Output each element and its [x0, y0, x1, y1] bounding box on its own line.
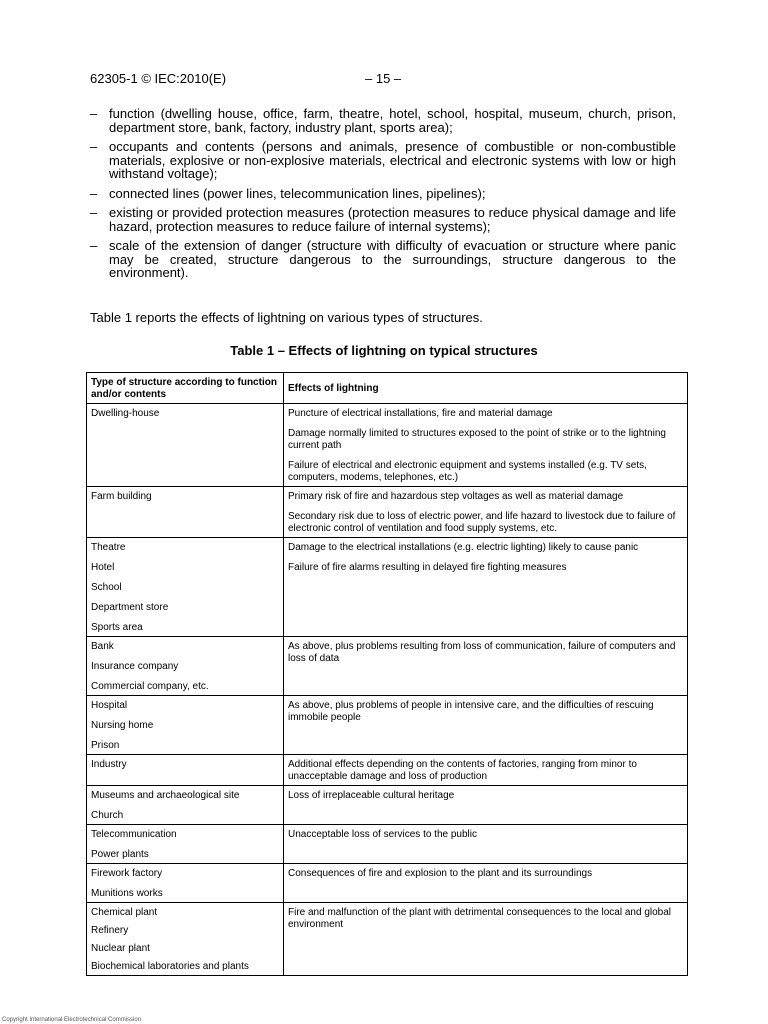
structure-types-cell [87, 786, 284, 825]
table-header-row [87, 373, 688, 404]
bullet-list [90, 107, 676, 286]
effect-text: Failure of electrical and electronic equipment and systems installed (e.g. TV sets, computers, modems, telephones, etc.) [288, 460, 647, 483]
header-structure-type: Type of structure according to function and/or contents [87, 373, 284, 404]
table-row [87, 538, 688, 637]
header-effects: Effects of lightning [284, 373, 688, 404]
effects-cell [284, 786, 688, 825]
effects-cell [284, 637, 688, 696]
structure-type: Nuclear plant [91, 943, 150, 954]
effect-text: Damage to the electrical installations (e.g. electric lighting) likely to cause panic [288, 542, 639, 553]
bullet-item [90, 107, 676, 134]
structure-type: Theatre [91, 542, 126, 553]
effects-cell [284, 404, 688, 487]
page-number: – 15 – [365, 71, 402, 86]
table-row [87, 903, 688, 976]
structure-type: Chemical plant [91, 907, 158, 918]
effects-cell [284, 538, 688, 637]
structure-types-cell [87, 864, 284, 903]
table-row [87, 786, 688, 825]
structure-type: Refinery [91, 925, 129, 936]
structure-type: Munitions works [91, 888, 163, 899]
structure-type: Department store [91, 602, 169, 613]
bullet-dash: – [90, 238, 98, 253]
effects-table [86, 372, 688, 976]
structure-type: Museums and archaeological site [91, 790, 240, 801]
structure-type: Hotel [91, 562, 115, 573]
structure-types-cell [87, 696, 284, 755]
structure-type: Insurance company [91, 661, 179, 672]
structure-type: Power plants [91, 849, 149, 860]
table-row [87, 487, 688, 538]
table-caption: Table 1 – Effects of lightning on typical structures [230, 343, 538, 358]
table-row [87, 755, 688, 786]
effects-cell [284, 487, 688, 538]
structure-types-cell [87, 404, 284, 487]
effect-text: Fire and malfunction of the plant with detrimental consequences to the local and global environment [288, 907, 672, 930]
bullet-dash: – [90, 106, 98, 121]
table-row [87, 637, 688, 696]
bullet-dash: – [90, 185, 98, 201]
structure-type: Bank [91, 641, 114, 652]
effects-cell [284, 903, 688, 976]
effect-text: Unacceptable loss of services to the public [288, 829, 477, 840]
effect-text: Consequences of fire and explosion to the plant and its surroundings [288, 868, 593, 879]
structure-type: Industry [91, 759, 127, 770]
structure-types-cell [87, 903, 284, 976]
effect-text: Damage normally limited to structures exposed to the point of strike or to the lightning current path [288, 428, 666, 451]
structure-types-cell [87, 487, 284, 538]
table-row [87, 825, 688, 864]
effect-text: Primary risk of fire and hazardous step voltages as well as material damage [288, 491, 624, 502]
structure-type: Hospital [91, 700, 128, 711]
table-row [87, 696, 688, 755]
table-row [87, 404, 688, 487]
bullet-item [90, 206, 676, 233]
copyright-footer: Copyright International Electrotechnical Commission [2, 1017, 142, 1023]
effect-text: Additional effects depending on the contents of factories, ranging from minor to unacceptable damage and loss of production [288, 759, 637, 782]
structure-type: Firework factory [91, 868, 163, 879]
structure-type: Telecommunication [91, 829, 177, 840]
effect-text: As above, plus problems resulting from loss of communication, failure of computers and loss of data [288, 641, 676, 664]
structure-type: Church [91, 810, 124, 821]
effect-text: Puncture of electrical installations, fire and material damage [288, 408, 553, 419]
effect-text: As above, plus problems of people in intensive care, and the difficulties of rescuing immobile people [288, 700, 654, 723]
structure-type: Biochemical laboratories and plants [91, 961, 249, 972]
structure-types-cell [87, 755, 284, 786]
structure-types-cell [87, 637, 284, 696]
bullet-item [90, 187, 676, 201]
bullet-text: function (dwelling house, office, farm, theatre, hotel, school, hospital, museum, church, prison, department store, bank, factory, industry plant, sports area); [109, 106, 676, 135]
structure-types-cell [87, 825, 284, 864]
bullet-dash: – [90, 139, 98, 154]
bullet-text: scale of the extension of danger (structure with difficulty of evacuation or structure where panic may be created, structure dangerous to the surroundings, structure dangerous to the environment). [109, 238, 676, 280]
bullet-text: existing or provided protection measures (protection measures to reduce physical damage and life hazard, protection measures to reduce failure of internal systems); [109, 205, 676, 234]
bullet-item [90, 140, 676, 181]
effect-text: Loss of irreplaceable cultural heritage [288, 790, 455, 801]
bullet-item [90, 239, 676, 280]
bullet-text: connected lines (power lines, telecommunication lines, pipelines); [109, 185, 486, 201]
structure-type: School [91, 582, 122, 593]
structure-type: Nursing home [91, 720, 154, 731]
structure-type: Commercial company, etc. [91, 681, 209, 692]
effects-cell [284, 696, 688, 755]
structure-types-cell [87, 538, 284, 637]
effects-cell [284, 825, 688, 864]
structure-type: Dwelling-house [91, 408, 160, 419]
document-reference: 62305-1 © IEC:2010(E) [90, 71, 227, 86]
effects-cell [284, 755, 688, 786]
structure-type: Sports area [91, 622, 143, 633]
bullet-text: occupants and contents (persons and animals, presence of combustible or non-combustible materials, explosive or non-explosive materials, electrical and electronic systems with low or high withstand voltage); [109, 139, 676, 181]
effect-text: Secondary risk due to loss of electric power, and life hazard to livestock due to failure of electronic control of ventilation and food supply systems, etc. [288, 511, 676, 534]
bullet-dash: – [90, 205, 98, 220]
structure-type: Farm building [91, 491, 152, 502]
structure-type: Prison [91, 740, 120, 751]
table-row [87, 864, 688, 903]
intro-paragraph: Table 1 reports the effects of lightning on various types of structures. [90, 310, 483, 325]
effects-cell [284, 864, 688, 903]
effect-text: Failure of fire alarms resulting in delayed fire fighting measures [288, 562, 567, 573]
